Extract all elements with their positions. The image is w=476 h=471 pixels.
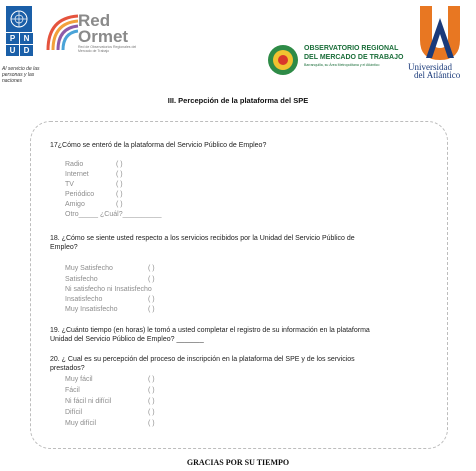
- question-17: 17¿Cómo se enteró de la plataforma del Servicio Público de Empleo?: [50, 142, 267, 149]
- question-18-line1: 18. ¿Cómo se siente usted respecto a los servicios recibidos por la Unidad del Servicio Público de: [50, 235, 355, 242]
- observatorio-logo-icon: [266, 43, 300, 77]
- option-ni-facil: Ni fácil ni difícil: [65, 398, 112, 405]
- universidad-name-line2: del Atlántico: [414, 70, 461, 80]
- answer-checkbox[interactable]: ( ): [148, 265, 155, 272]
- answer-checkbox[interactable]: ( ): [148, 296, 155, 303]
- observatorio-title-line1: OBSERVATORIO REGIONAL: [304, 45, 399, 52]
- answer-checkbox[interactable]: ( ): [116, 171, 123, 178]
- option-radio: Radio: [65, 161, 84, 168]
- question-18-line2: Empleo?: [50, 244, 78, 251]
- observatorio-title-line2: DEL MERCADO DE TRABAJO: [304, 54, 404, 61]
- option-muy-facil: Muy fácil: [65, 376, 93, 383]
- option-facil: Fácil: [65, 387, 80, 394]
- option-periodico: Periódico: [65, 191, 95, 198]
- pnud-caption: Al servicio de las personas y las naciones: [2, 66, 40, 84]
- answer-checkbox[interactable]: ( ): [148, 376, 155, 383]
- answer-checkbox[interactable]: ( ): [116, 161, 123, 168]
- pnud-letter: D: [20, 45, 33, 56]
- universidad-atlantico-logo-icon: [414, 4, 464, 62]
- redormet-title-line2: Ormet: [78, 27, 129, 46]
- pnud-letter: N: [20, 33, 33, 44]
- universidad-name-line1: Universidad: [408, 62, 452, 72]
- section-title: III. Percepción de la plataforma del SPE: [167, 96, 309, 105]
- option-internet: Internet: [65, 171, 89, 178]
- answer-checkbox[interactable]: ( ): [116, 191, 123, 198]
- redormet-logo-icon: [44, 10, 80, 52]
- answer-checkbox[interactable]: ( ): [148, 398, 155, 405]
- option-amigo: Amigo: [65, 201, 85, 208]
- question-20-line2: prestados?: [50, 365, 85, 372]
- question-19-line2[interactable]: Unidad del Servicio Público de Empleo? _______: [50, 336, 204, 343]
- footer-thanks: GRACIAS POR SU TIEMPO: [186, 458, 290, 467]
- answer-checkbox[interactable]: ( ): [116, 201, 123, 208]
- pnud-letter: U: [6, 45, 19, 56]
- answer-checkbox[interactable]: ( ): [148, 420, 155, 427]
- option-ni-satisfecho: Ni satisfecho ni Insatisfecho: [65, 286, 152, 293]
- answer-checkbox[interactable]: ( ): [148, 306, 155, 313]
- answer-checkbox[interactable]: ( ): [148, 276, 155, 283]
- redormet-title-line1: Red: [78, 11, 111, 30]
- un-emblem-icon: [6, 6, 32, 32]
- option-tv: TV: [65, 181, 74, 188]
- option-otro: Otro_____ ¿Cuál?__________: [65, 211, 162, 218]
- option-satisfecho: Satisfecho: [65, 276, 98, 283]
- option-insatisfecho: Insatisfecho: [65, 296, 103, 303]
- question-20-line1: 20. ¿ Cual es su percepción del proceso de inscripción en la plataforma del SPE y de los servicios: [50, 356, 355, 363]
- redormet-subtitle: Red de Observatorios Regionales del Mercado de Trabajo: [78, 45, 137, 53]
- question-19-line1: 19. ¿Cuánto tiempo (en horas) le tomó a usted completar el registro de su información en la plataforma: [50, 327, 370, 334]
- option-dificil: Difícil: [65, 409, 83, 416]
- option-muy-insatisfecho: Muy Insatisfecho: [65, 306, 118, 313]
- answer-checkbox[interactable]: ( ): [116, 181, 123, 188]
- answer-checkbox[interactable]: ( ): [148, 387, 155, 394]
- pnud-logo: [6, 6, 32, 58]
- observatorio-subtitle: Barranquilla, su Área Metropolitana y el Atlántico: [304, 63, 380, 67]
- option-muy-dificil: Muy difícil: [65, 420, 97, 427]
- pnud-letter: P: [6, 33, 19, 44]
- option-muy-satisfecho: Muy Satisfecho: [65, 265, 113, 272]
- answer-checkbox[interactable]: ( ): [148, 409, 155, 416]
